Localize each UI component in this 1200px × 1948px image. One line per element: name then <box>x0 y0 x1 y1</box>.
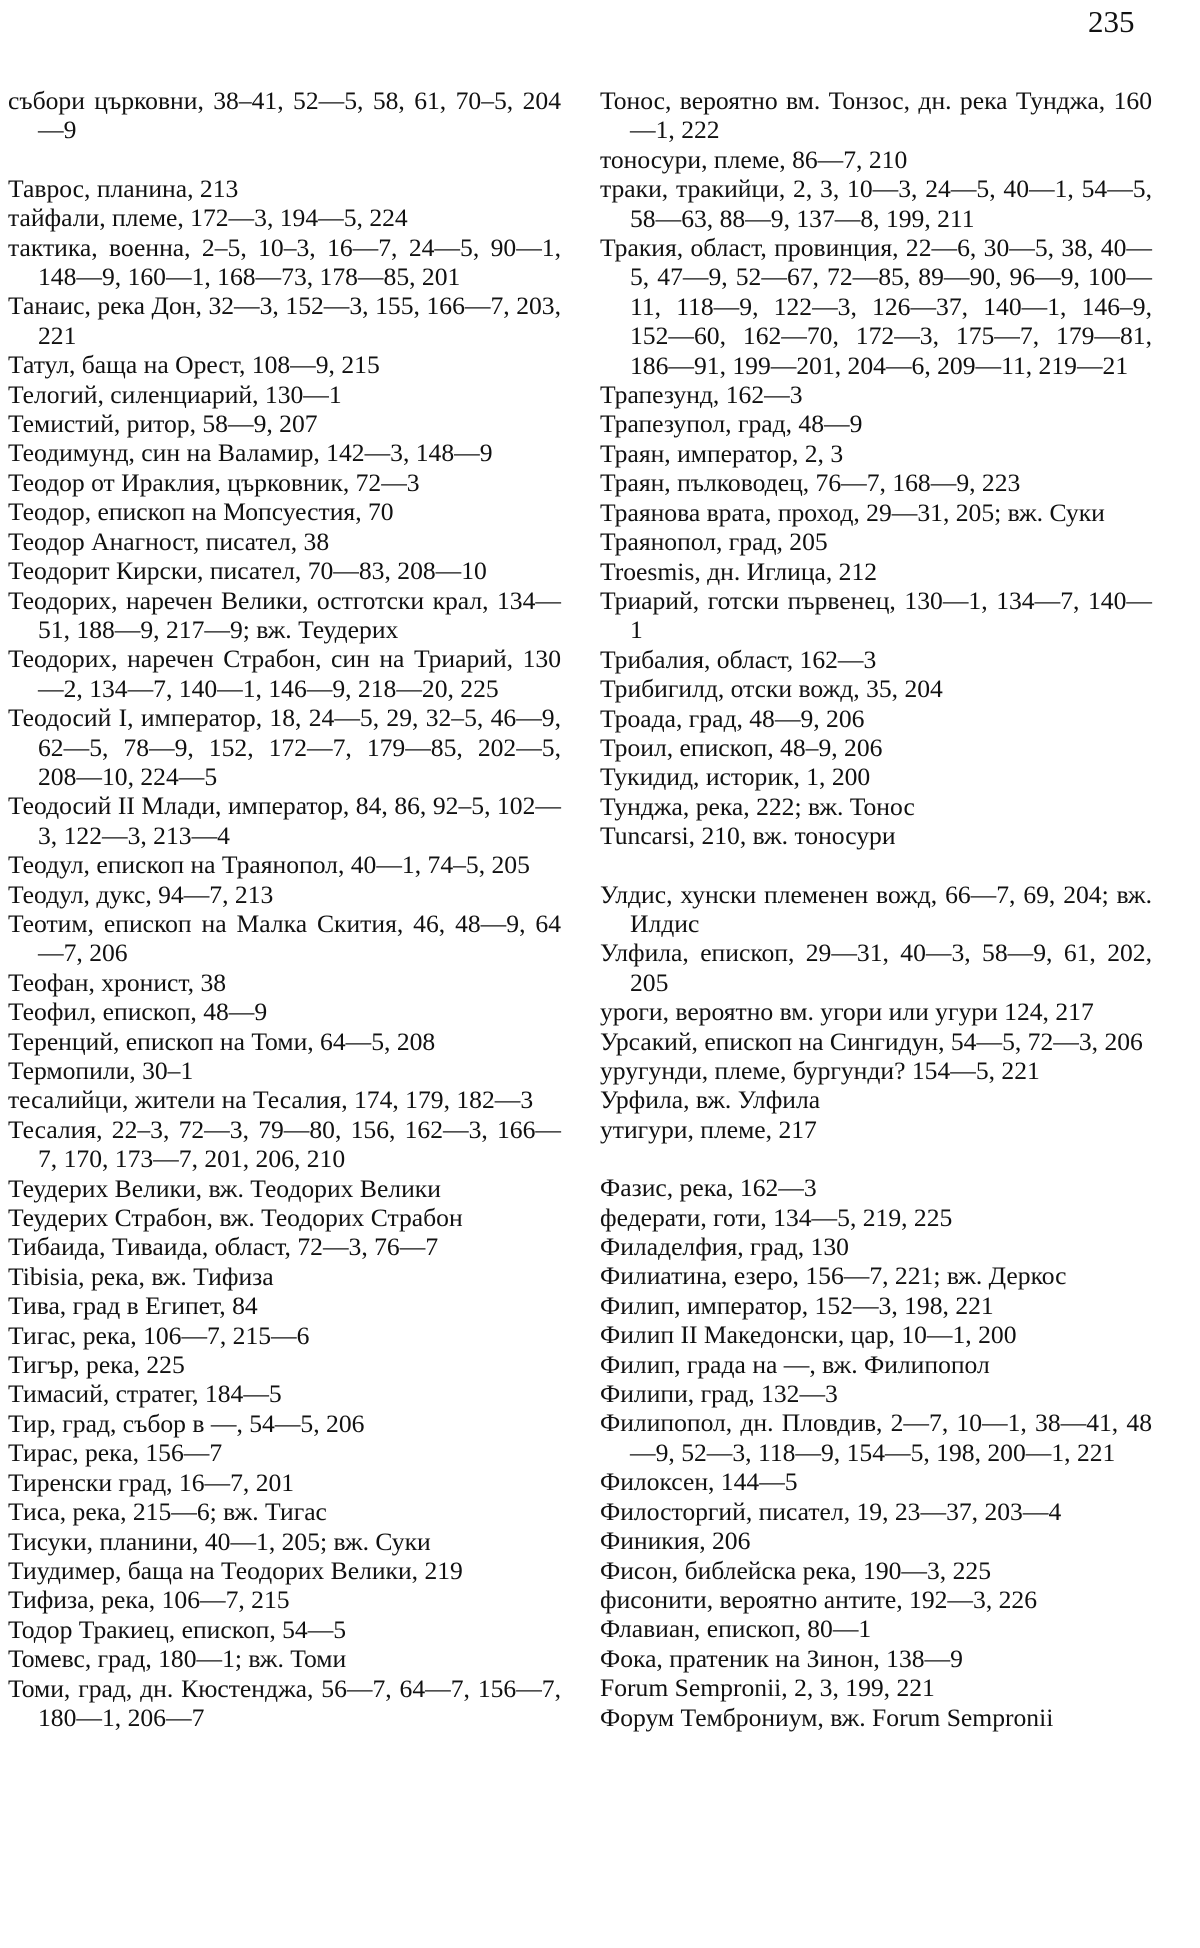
index-entry: Тиудимер, баща на Теодорих Велики, 219 <box>8 1555 463 1585</box>
index-entry: Филипопол, дн. Пловдив, 2—7, 10—1, 38—41, 48—9, 52—3, 118—9, 154—5, 198, 200—1, 221 <box>600 1408 1152 1467</box>
index-entry: Танаис, река Дон, 32—3, 152—3, 155, 166—7, 203, 221 <box>8 291 561 350</box>
index-entry: Теодул, дукс, 94—7, 213 <box>8 879 274 909</box>
index-entry: Теренций, епископ на Томи, 64—5, 208 <box>8 1026 436 1056</box>
index-entry: събори църковни, 38–41, 52—5, 58, 61, 70–5, 204—9 <box>8 86 561 145</box>
index-entry: Теодимунд, син на Валамир, 142—3, 148—9 <box>8 438 493 468</box>
index-entry: траки, тракийци, 2, 3, 10—3, 24—5, 40—1, 54—5, 58—63, 88—9, 137—8, 199, 211 <box>600 174 1152 233</box>
index-entry: Термопили, 30–1 <box>8 1056 194 1085</box>
index-entry: Тонос, вероятно вм. Тонзос, дн. река Тунджа, 160—1, 222 <box>600 86 1152 145</box>
index-entry: Таврос, планина, 213 <box>8 173 239 203</box>
index-entry: Фазис, река, 162—3 <box>600 1173 817 1203</box>
index-entry: Татул, баща на Орест, 108—9, 215 <box>8 350 380 380</box>
index-entry: Трибалия, област, 162—3 <box>600 644 877 674</box>
index-entry: Тиса, река, 215—6; вж. Тигас <box>8 1497 327 1527</box>
index-entry: федерати, готи, 134—5, 219, 225 <box>600 1202 953 1232</box>
index-entry: Троада, град, 48—9, 206 <box>600 703 865 733</box>
index-entry: Теодор Анагност, писател, 38 <box>8 526 330 556</box>
index-entry: Траянопол, град, 205 <box>600 527 828 557</box>
index-entry: Флавиан, епископ, 80—1 <box>600 1614 872 1644</box>
index-entry: Филип, града на —, вж. Филипопол <box>600 1349 990 1379</box>
index-entry: Теофил, епископ, 48—9 <box>8 997 268 1027</box>
index-entry: Теодосий I, император, 18, 24—5, 29, 32–5, 46—9, 62—5, 78—9, 152, 172—7, 179—85, 202—5, 208—10, 224—5 <box>8 703 561 791</box>
index-entry: Тукидид, историк, 1, 200 <box>600 762 871 792</box>
index-entry: Tuncarsi, 210, вж. тоносури <box>600 821 896 851</box>
index-entry: Теофан, хронист, 38 <box>8 967 227 997</box>
index-entry: Томевс, град, 180—1; вж. Томи <box>8 1644 347 1674</box>
index-entry: Теодосий II Млади, император, 84, 86, 92–5, 102—3, 122—3, 213—4 <box>8 791 561 850</box>
index-entry: Трапезунд, 162—3 <box>600 380 803 410</box>
index-column-left <box>8 86 561 1732</box>
page-number: 235 <box>1088 4 1135 39</box>
index-entry: Трибигилд, отски вожд, 35, 204 <box>600 674 943 704</box>
index-entry: Филип, император, 152—3, 198, 221 <box>600 1290 994 1320</box>
index-entry: Теодорит Кирски, писател, 70—83, 208—10 <box>8 556 487 586</box>
index-entry: Troesmis, дн. Иглица, 212 <box>600 556 878 586</box>
index-entry: Тирас, река, 156—7 <box>8 1438 223 1468</box>
index-entry: Фока, пратеник на Зинон, 138—9 <box>600 1643 963 1673</box>
index-entry: Траян, пълководец, 76—7, 168—9, 223 <box>600 468 1021 498</box>
index-entry: Филосторгий, писател, 19, 23—37, 203—4 <box>600 1496 1062 1526</box>
index-entry: Темистий, ритор, 58—9, 207 <box>8 409 318 439</box>
index-entry: Теодорих, наречен Страбон, син на Триарий, 130—2, 134—7, 140—1, 146—9, 218—20, 225 <box>8 644 561 703</box>
index-entry: Тисуки, планини, 40—1, 205; вж. Суки <box>8 1526 431 1556</box>
index-entry: фисонити, вероятно антите, 192—3, 226 <box>600 1584 1038 1614</box>
index-entry: Тесалия, 22–3, 72—3, 79—80, 156, 162—3, 166—7, 170, 173—7, 201, 206, 210 <box>8 1114 561 1174</box>
index-entry: Триарий, готски първенец, 130—1, 134—7, 140—1 <box>600 585 1152 645</box>
index-entry: Тигас, река, 106—7, 215—6 <box>8 1320 310 1350</box>
index-entry: Тигър, река, 225 <box>8 1350 185 1380</box>
index-entry: Троил, епископ, 48–9, 206 <box>600 732 883 762</box>
index-entry: тесалийци, жители на Тесалия, 174, 179, 182—3 <box>8 1085 534 1115</box>
index-entry: утигури, племе, 217 <box>600 1114 817 1144</box>
index-entry: Тунджа, река, 222; вж. Тонос <box>600 791 915 821</box>
index-entry: Теудерих Страбон, вж. Теодорих Страбон <box>8 1203 463 1233</box>
index-entry: Улдис, хунски племенен вожд, 66—7, 69, 204; вж. Илдис <box>600 879 1152 938</box>
index-entry: Тодор Тракиец, епископ, 54—5 <box>8 1614 347 1644</box>
index-entry: Тива, град в Египет, 84 <box>8 1291 258 1321</box>
index-entry: Филоксен, 144—5 <box>600 1467 798 1497</box>
index-entry: Tibisia, река, вж. Тифиза <box>8 1261 274 1291</box>
index-entry: Урсакий, епископ на Сингидун, 54—5, 72—3, 206 <box>600 1026 1143 1056</box>
index-entry: Тибаида, Тиваида, област, 72—3, 76—7 <box>8 1232 439 1262</box>
index-entry: Финикия, 206 <box>600 1526 751 1556</box>
index-entry: Теотим, епископ на Малка Скития, 46, 48—9, 64—7, 206 <box>8 908 561 968</box>
index-entry: Теудерих Велики, вж. Теодорих Велики <box>8 1173 441 1203</box>
index-entry: Телогий, силенциарий, 130—1 <box>8 379 342 409</box>
index-entry: Теодорих, наречен Велики, остготски крал, 134—51, 188—9, 217—9; вж. Теудерих <box>8 585 561 644</box>
index-entry: Тракия, област, провинция, 22—6, 30—5, 38, 40—5, 47—9, 52—67, 72—85, 89—90, 96—9, 100—11, 118—9, 122—3, 126—37, 140—1, 146–9, 152—60, 162—70, 172—3, 175—7, 179—81, 186—91, 199—201, 204—6, 209—11, 219—21 <box>600 233 1152 380</box>
index-entry: тайфали, племе, 172—3, 194—5, 224 <box>8 203 408 233</box>
index-entry: тоносури, племе, 86—7, 210 <box>600 144 908 174</box>
index-entry: Тимасий, стратег, 184—5 <box>8 1379 282 1409</box>
index-entry: Трапезупол, град, 48—9 <box>600 409 863 439</box>
index-entry: Филипи, град, 132—3 <box>600 1379 838 1409</box>
index-entry: Тир, град, събор в —, 54—5, 206 <box>8 1408 365 1438</box>
index-entry: тактика, военна, 2–5, 10–3, 16—7, 24—5, 90—1, 148—9, 160—1, 168—73, 178—85, 201 <box>8 232 561 292</box>
index-entry: Траянова врата, проход, 29—31, 205; вж. Суки <box>600 497 1105 527</box>
index-entry: уроги, вероятно вм. угори или угури 124, 217 <box>600 997 1094 1027</box>
index-entry: Forum Sempronii, 2, 3, 199, 221 <box>600 1673 935 1703</box>
index-entry: Теодор, епископ на Мопсуестия, 70 <box>8 497 394 527</box>
index-entry: Траян, император, 2, 3 <box>600 438 844 468</box>
index-entry: Улфила, епископ, 29—31, 40—3, 58—9, 61, 202, 205 <box>600 938 1152 997</box>
index-entry: Форум Темброниум, вж. Forum Sempronii <box>600 1702 1054 1732</box>
index-entry: Тиренски град, 16—7, 201 <box>8 1467 295 1497</box>
index-entry: Фисон, библейска река, 190—3, 225 <box>600 1555 991 1585</box>
index-entry: Урфила, вж. Улфила <box>600 1085 821 1115</box>
index-entry: Теодул, епископ на Траянопол, 40—1, 74–5, 205 <box>8 850 530 880</box>
index-entry: Филиатина, езеро, 156—7, 221; вж. Деркос <box>600 1261 1067 1291</box>
index-entry: Тифиза, река, 106—7, 215 <box>8 1585 290 1615</box>
index-entry: Филип II Македонски, цар, 10—1, 200 <box>600 1320 1017 1350</box>
index-entry: Филаделфия, град, 130 <box>600 1232 849 1262</box>
index-entry: уругунди, племе, бургунди? 154—5, 221 <box>600 1056 1040 1085</box>
index-entry: Теодор от Ираклия, църковник, 72—3 <box>8 467 420 497</box>
index-entry: Томи, град, дн. Кюстенджа, 56—7, 64—7, 156—7, 180—1, 206—7 <box>8 1673 561 1732</box>
index-column-right <box>600 86 1152 1732</box>
